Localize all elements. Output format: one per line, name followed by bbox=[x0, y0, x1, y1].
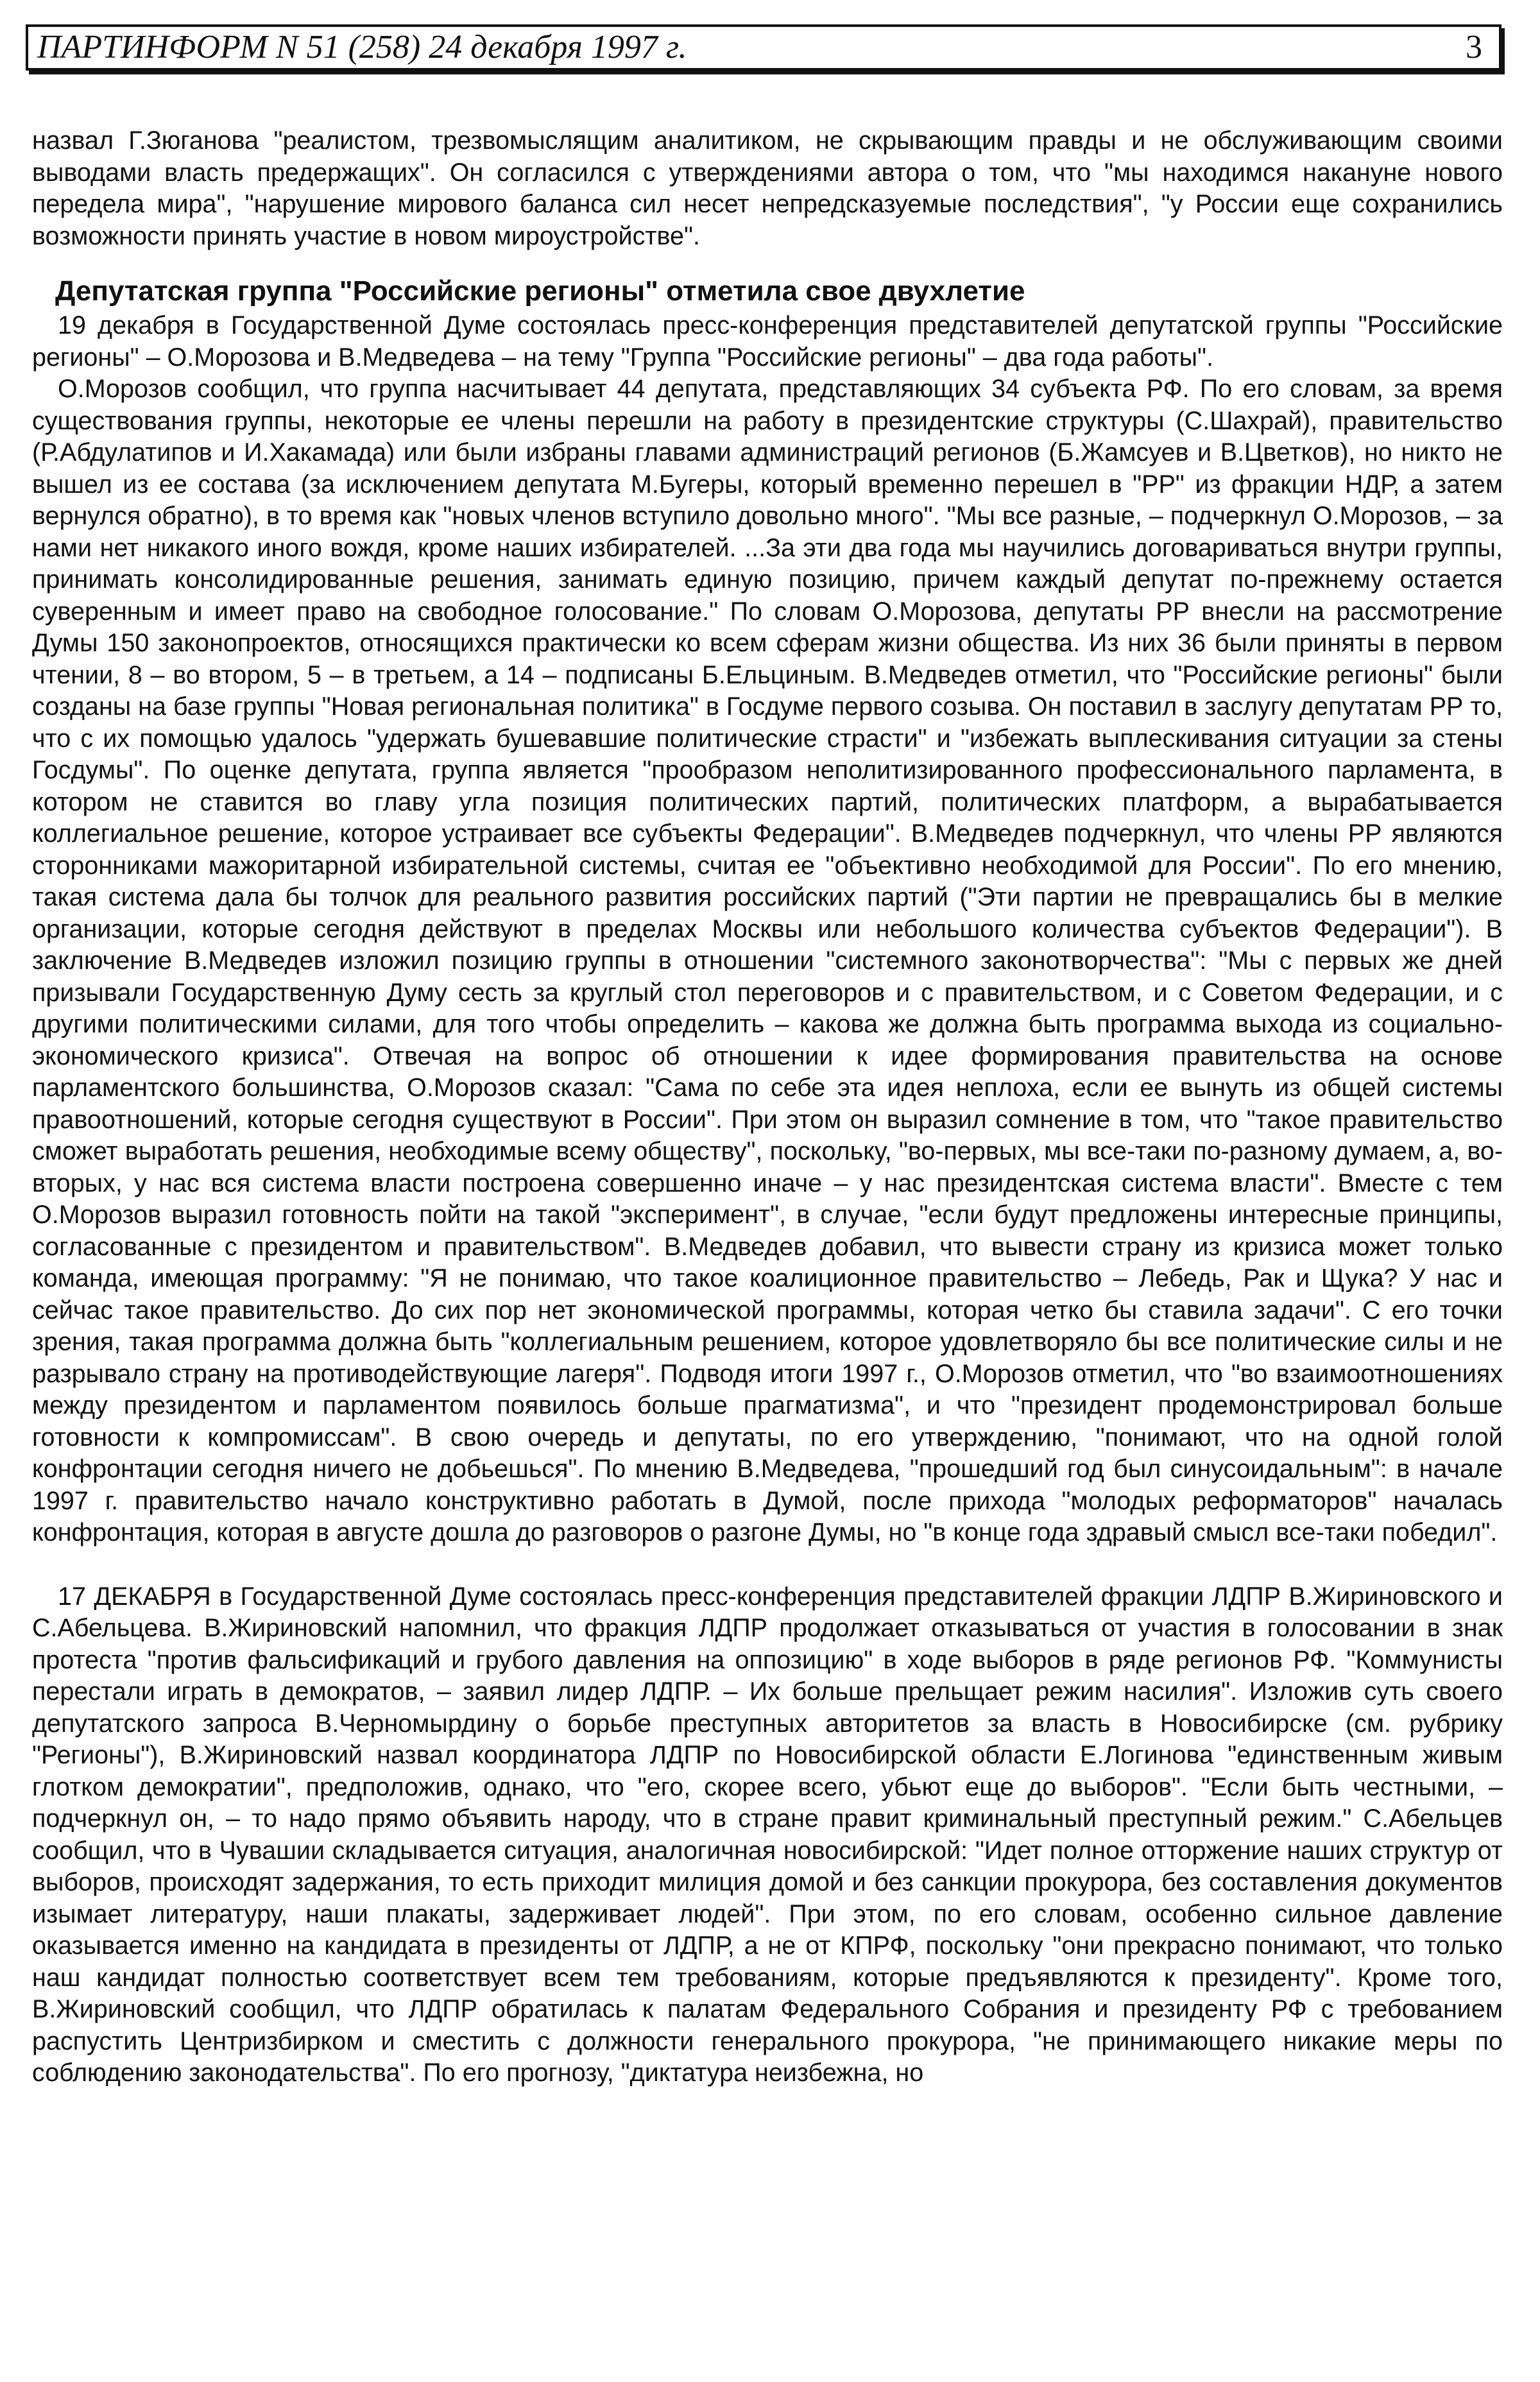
article-paragraph: 17 ДЕКАБРЯ в Государственной Думе состоялась пресс-конференция представителей фракции ЛДПР В.Жириновского и С.Абельцева. В.Жириновский напомнил, что фракция ЛДПР продолжает отказываться от участия в голосовании в знак протеста "против фальсификаций и грубого давления на оппозицию" в ходе выборов в ряде регионов РФ. "Коммунисты перестали играть в демократов, – заявил лидер ЛДПР. – Их больше прельщает режим насилия". Изложив суть своего депутатского запроса В.Черномырдину о борьбе преступных авторитетов за власть в Новосибирске (см. рубрику "Регионы"), В.Жириновский назвал координатора ЛДПР по Новосибирской области Е.Логинова "единственным живым глотком демократии", предположив, однако, что "его, скорее всего, убьют еще до выборов". "Если быть честными, – подчеркнул он, – то надо прямо объявить народу, что в стране правит криминальный преступный режим." С.Абельцев сообщил, что в Чувашии складывается ситуация, аналогичная новосибирской: "Идет полное отторжение наших структур от выборов, происходят задержания, то есть приходит милиция домой и без санкции прокурора, без составления документов изымает литературу, наши плакаты, задерживает людей". При этом, по его словам, особенно сильное давление оказывается именно на кандидата в президенты от ЛДПР, а не от КПРФ, поскольку "они прекрасно понимают, что только наш кандидат полностью соответствует всем тем требованиям, которые предъявляются к президенту". Кроме того, В.Жириновский сообщил, что ЛДПР обратилась к палатам Федерального Собрания и президенту РФ с требованием распустить Центризбирком и сместить с должности генерального прокурора, "не принимающего никакие меры по соблюдению законодательства". По его прогнозу, "диктатура неизбежна, но bbox=[32, 1582, 1503, 2087]
page-number: 3 bbox=[1466, 29, 1482, 65]
section-spacer bbox=[32, 1549, 1503, 1581]
page-header bbox=[26, 24, 1502, 71]
article-body bbox=[32, 125, 1503, 2089]
article-paragraph: 19 декабря в Государственной Думе состоялась пресс-конференция представителей депутатской группы "Российские регионы" – О.Морозова и В.Медведева – на тему "Группа "Российские регионы" – два года работы". bbox=[32, 311, 1503, 372]
article-paragraph: О.Морозов сообщил, что группа насчитывает 44 депутата, представляющих 34 субъекта РФ. По его словам, за время существования группы, некоторые ее члены перешли на работу в президентские структуры (С.Шахрай), правительство (Р.Абдулатипов и И.Хакамада) или были избраны главами администраций регионов (Б.Жамсуев и В.Цветков), но никто не вышел из ее состава (за исключением депутата М.Бугеры, который временно перешел в "РР" из фракции НДР, а затем вернулся обратно), в то время как "новых членов вступило довольно много". "Мы все разные, – подчеркнул О.Морозов, – за нами нет никакого иного вождя, кроме наших избирателей. ...За эти два года мы научились договариваться внутри группы, принимать консолидированные решения, занимать единую позицию, причем каждый депутат по-прежнему остается суверенным и имеет право на свободное голосование." По словам О.Морозова, депутаты РР внесли на рассмотрение Думы 150 законопроектов, относящихся практически ко всем сферам жизни общества. Из них 36 были приняты в первом чтении, 8 – во втором, 5 – в третьем, а 14 – подписаны Б.Ельциным. В.Медведев отметил, что "Российские регионы" были созданы на базе группы "Новая региональная политика" в Госдуме первого созыва. Он поставил в заслугу депутатам РР то, что с их помощью удалось "удержать бушевавшие политические страсти" и "избежать выплескивания ситуации за стены Госдумы". По оценке депутата, группа является "прообразом неполитизированного профессионального парламента, в котором не ставится во главу угла позиция политических партий, политических платформ, а вырабатывается коллегиальное решение, которое устраивает все субъекты Федерации". В.Медведев подчеркнул, что члены РР являются сторонниками мажоритарной избирательной системы, считая ее "объективно необходимой для России". По его мнению, такая система дала бы толчок для реального развития российских партий ("Эти партии не превращались бы в мелкие организации, которые сегодня действуют в пределах Москвы или небольшого количества субъектов Федерации"). В заключение В.Медведев изложил позицию группы в отношении "системного законотворчества": "Мы с первых же дней призывали Государственную Думу сесть за круглый стол переговоров и с правительством, и с Советом Федерации, и с другими политическими силами, для того чтобы определить – какова же должна быть программа выхода из социально-экономического кризиса". Отвечая на вопрос об отношении к идее формирования правительства на основе парламентского большинства, О.Морозов сказал: "Сама по себе эта идея неплоха, если ее вынуть из общей системы правоотношений, которые сегодня существуют в России". При этом он выразил сомнение в том, что "такое правительство сможет выработать решения, необходимые всему обществу", поскольку, "во-первых, мы все-таки по-разному думаем, а, во-вторых, у нас вся система власти построена совершенно иначе – у нас президентская система власти". Вместе с тем О.Морозов выразил готовность пойти на такой "эксперимент", в случае, "если будут предложены интересные принципы, согласованные с президентом и правительством". В.Медведев добавил, что вывести страну из кризиса может только команда, имеющая программу: "Я не понимаю, что такое коалиционное правительство – Лебедь, Рак и Щука? У нас и сейчас такое правительство. До сих пор нет экономической программы, которая четко бы ставила задачи". С его точки зрения, такая программа должна быть "коллегиальным решением, которое удовлетворяло бы все политические силы и не разрывало страну на противодействующие лагеря". Подводя итоги 1997 г., О.Морозов отметил, что "во взаимоотношениях между президентом и парламентом появилось больше прагматизма", и что "президент продемонстрировал больше готовности к компромиссам". В свою очередь и депутаты, по его утверждению, "понимают, что на одной голой конфронтации сегодня ничего не добьешься". По мнению В.Медведева, "прошедший год был синусоидальным": в начале 1997 г. правительство начало конструктивно работать в Думой, после прихода "молодых реформаторов" началась конфронтация, которая в августе дошла до разговоров о разгоне Думы, но "в конце года здравый смысл все-таки победил". bbox=[32, 375, 1503, 1547]
issue-line: ПАРТИНФОРМ N 51 (258) 24 декабря 1997 г. bbox=[37, 29, 687, 65]
intro-paragraph: назвал Г.Зюганова "реалистом, трезвомыслящим аналитиком, не скрывающим правды и не обслуживающим своими выводами власть предержащих". Он согласился с утверждениями автора о том, что "мы находимся накануне нового передела мира", "нарушение мирового баланса сил несет непредсказуемые последствия", "у России еще сохранились возможности принять участие в новом мироустройстве". bbox=[32, 126, 1503, 250]
article-title: Депутатская группа "Российские регионы" отметила свое двухлетие bbox=[55, 275, 1025, 307]
